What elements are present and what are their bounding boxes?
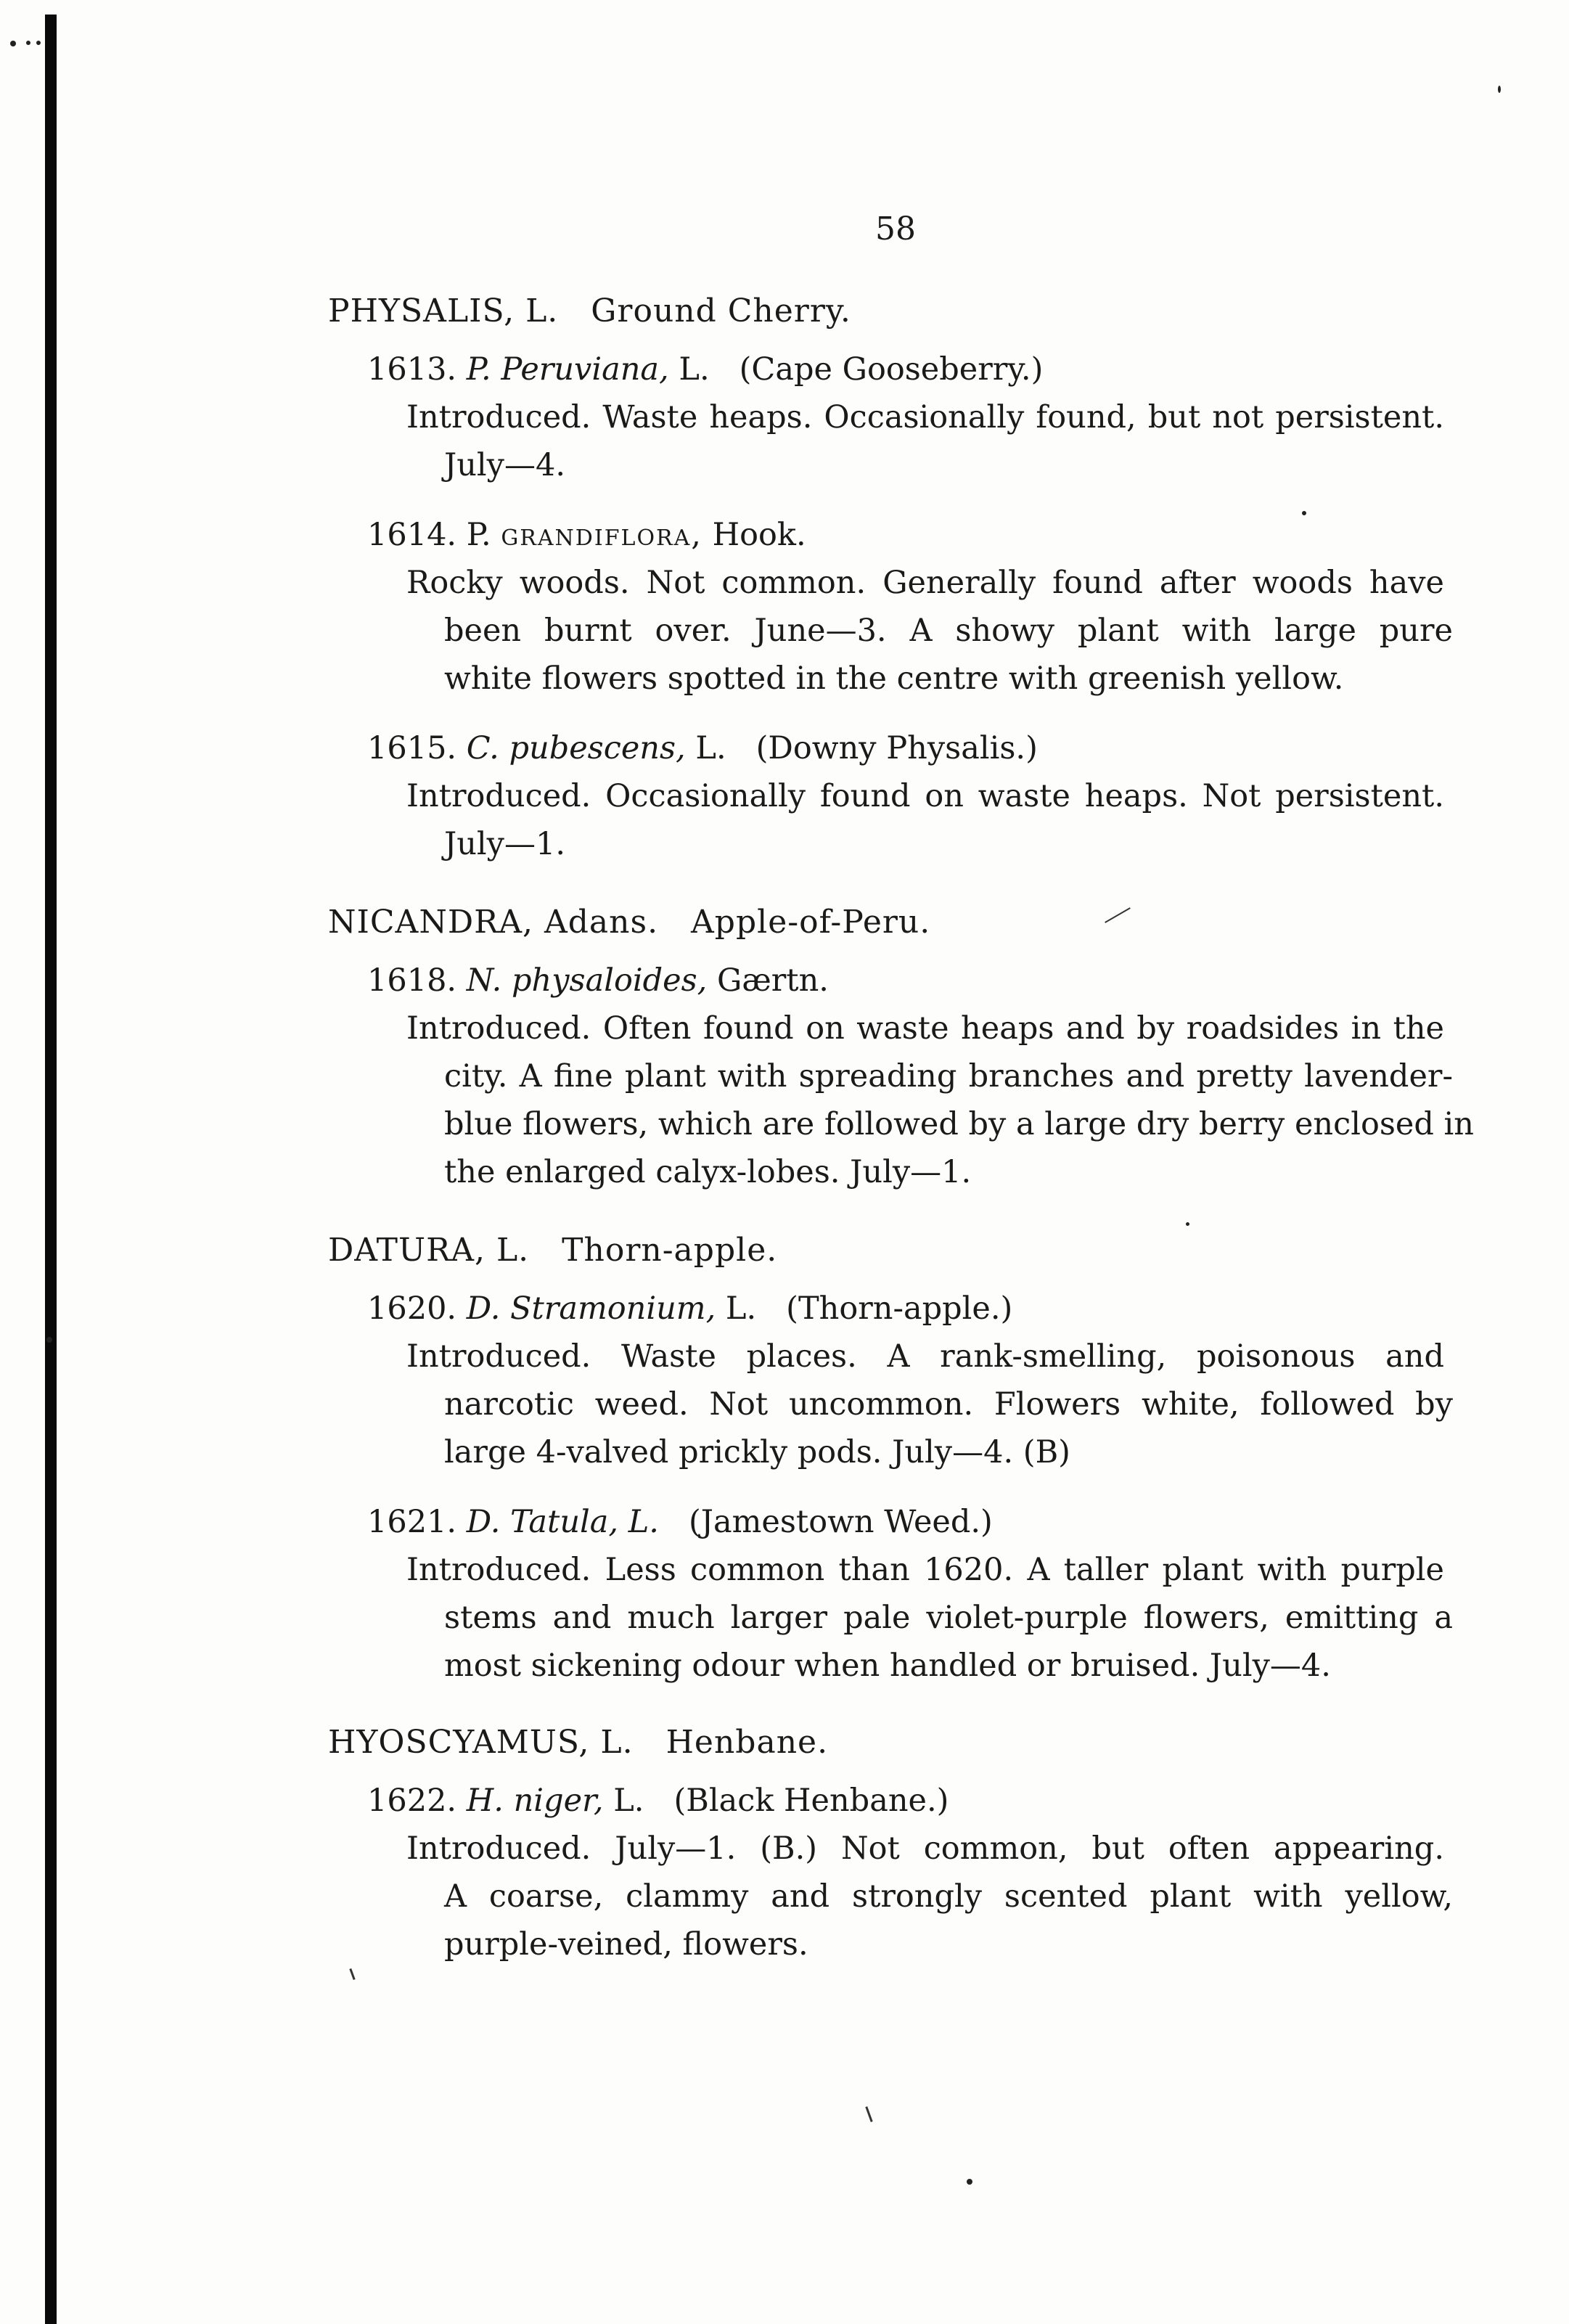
species-name: C. pubescens, (466, 730, 686, 766)
species-authority: L. (613, 1783, 644, 1819)
species-authority: Gærtn. (716, 962, 829, 999)
genus-common-name: Thorn-apple. (562, 1232, 778, 1269)
species-description-line: city. A fine plant with spreading branches and pretty lavender- (444, 1058, 1453, 1095)
species-description-line: Introduced. July—1. (B.) Not common, but often appearing. (406, 1830, 1444, 1867)
species-name: grandiflora, (501, 517, 702, 553)
species-number: 1620. (367, 1290, 457, 1327)
species-description-line: blue flowers, which are followed by a large dry berry enclosed in (444, 1106, 1474, 1142)
genus-common-name: Ground Cherry. (591, 292, 851, 330)
scan-mark (865, 2106, 872, 2122)
species-heading-1622 (367, 1781, 949, 1820)
species-description-line: Introduced. Waste places. A rank-smelling, poisonous and (406, 1338, 1444, 1375)
species-common-name: (Cape Gooseberry.) (739, 351, 1044, 388)
species-number: 1621. (367, 1504, 457, 1540)
genus-heading-physalis (328, 292, 851, 331)
genus-name: HYOSCYAMUS, L. (328, 1724, 634, 1761)
species-name: D. Stramonium, (466, 1290, 716, 1327)
binding-edge (45, 15, 57, 2324)
species-number: 1618. (367, 962, 457, 999)
genus-heading-datura (328, 1231, 777, 1270)
species-authority: L. (725, 1290, 757, 1327)
species-common-name: (Thorn-apple.) (786, 1290, 1013, 1327)
species-description-line: Introduced. Waste heaps. Occasionally found, but not persistent. (406, 399, 1444, 435)
species-authority: L. (679, 351, 710, 388)
scan-speck (36, 41, 41, 45)
species-description-line: Rocky woods. Not common. Generally found after woods have (406, 565, 1444, 601)
species-description-line: white flowers spotted in the centre with greenish yellow. (444, 660, 1344, 697)
species-description-line: narcotic weed. Not uncommon. Flowers white, followed by (444, 1386, 1453, 1423)
scan-speck (967, 2179, 972, 2185)
species-description-line: July—4. (444, 447, 566, 483)
scan-speck (1302, 511, 1306, 515)
species-heading-1615 (367, 729, 1038, 768)
species-name: P. Peruviana, (466, 351, 669, 388)
genus-name: DATURA, L. (328, 1232, 530, 1269)
genus-heading-nicandra (328, 903, 930, 942)
species-description-line: stems and much larger pale violet-purple flowers, emitting a (444, 1600, 1453, 1636)
species-authority: Hook. (712, 517, 806, 553)
scan-speck (1498, 86, 1501, 93)
species-heading-1618 (367, 961, 829, 1000)
species-number: 1615. (367, 730, 457, 766)
species-heading-1613 (367, 350, 1043, 389)
species-name: D. Tatula, L. (466, 1504, 659, 1540)
species-number: 1613. (367, 351, 457, 388)
species-name: N. physaloides, (466, 962, 708, 999)
species-common-name: (Black Henbane.) (673, 1783, 949, 1819)
page-number: 58 (875, 210, 916, 247)
species-common-name: (Downy Physalis.) (755, 730, 1038, 766)
scan-speck (26, 41, 30, 45)
species-heading-1614 (367, 515, 806, 555)
species-number: 1622. (367, 1783, 457, 1819)
scan-speck (46, 1337, 52, 1343)
species-description-line: the enlarged calyx-lobes. July—1. (444, 1154, 972, 1190)
species-description-line: Introduced. Often found on waste heaps and by roadsides in the (406, 1010, 1444, 1047)
species-description-line: July—1. (444, 826, 566, 862)
species-authority: L. (695, 730, 726, 766)
species-description-line: Introduced. Occasionally found on waste heaps. Not persistent. (406, 778, 1444, 814)
genus-heading-hyoscyamus (328, 1723, 828, 1762)
species-common-name: (Jamestown Weed.) (688, 1504, 993, 1540)
scan-speck (10, 41, 16, 46)
species-description-line: most sickening odour when handled or bruised. July—4. (444, 1648, 1331, 1684)
species-description-line: been burnt over. June—3. A showy plant with large pure (444, 613, 1453, 649)
scan-mark (1105, 907, 1131, 923)
species-description-line: A coarse, clammy and strongly scented plant with yellow, (444, 1878, 1453, 1915)
genus-name: NICANDRA, Adans. (328, 904, 659, 941)
scan-speck (1186, 1222, 1189, 1226)
genus-common-name: Apple-of-Peru. (691, 904, 931, 941)
species-description-line: Introduced. Less common than 1620. A taller plant with purple (406, 1552, 1444, 1588)
genus-name: PHYSALIS, L. (328, 292, 559, 330)
species-description-line: purple-veined, flowers. (444, 1926, 808, 1963)
species-number: 1614. (367, 517, 457, 553)
species-name-prefix: P. (466, 517, 491, 553)
species-heading-1621 (367, 1502, 993, 1542)
species-name: H. niger, (466, 1783, 604, 1819)
species-heading-1620 (367, 1289, 1012, 1328)
genus-common-name: Henbane. (665, 1724, 829, 1761)
species-description-line: large 4-valved prickly pods. July—4. (B) (444, 1434, 1070, 1470)
scan-mark (349, 1968, 355, 1980)
